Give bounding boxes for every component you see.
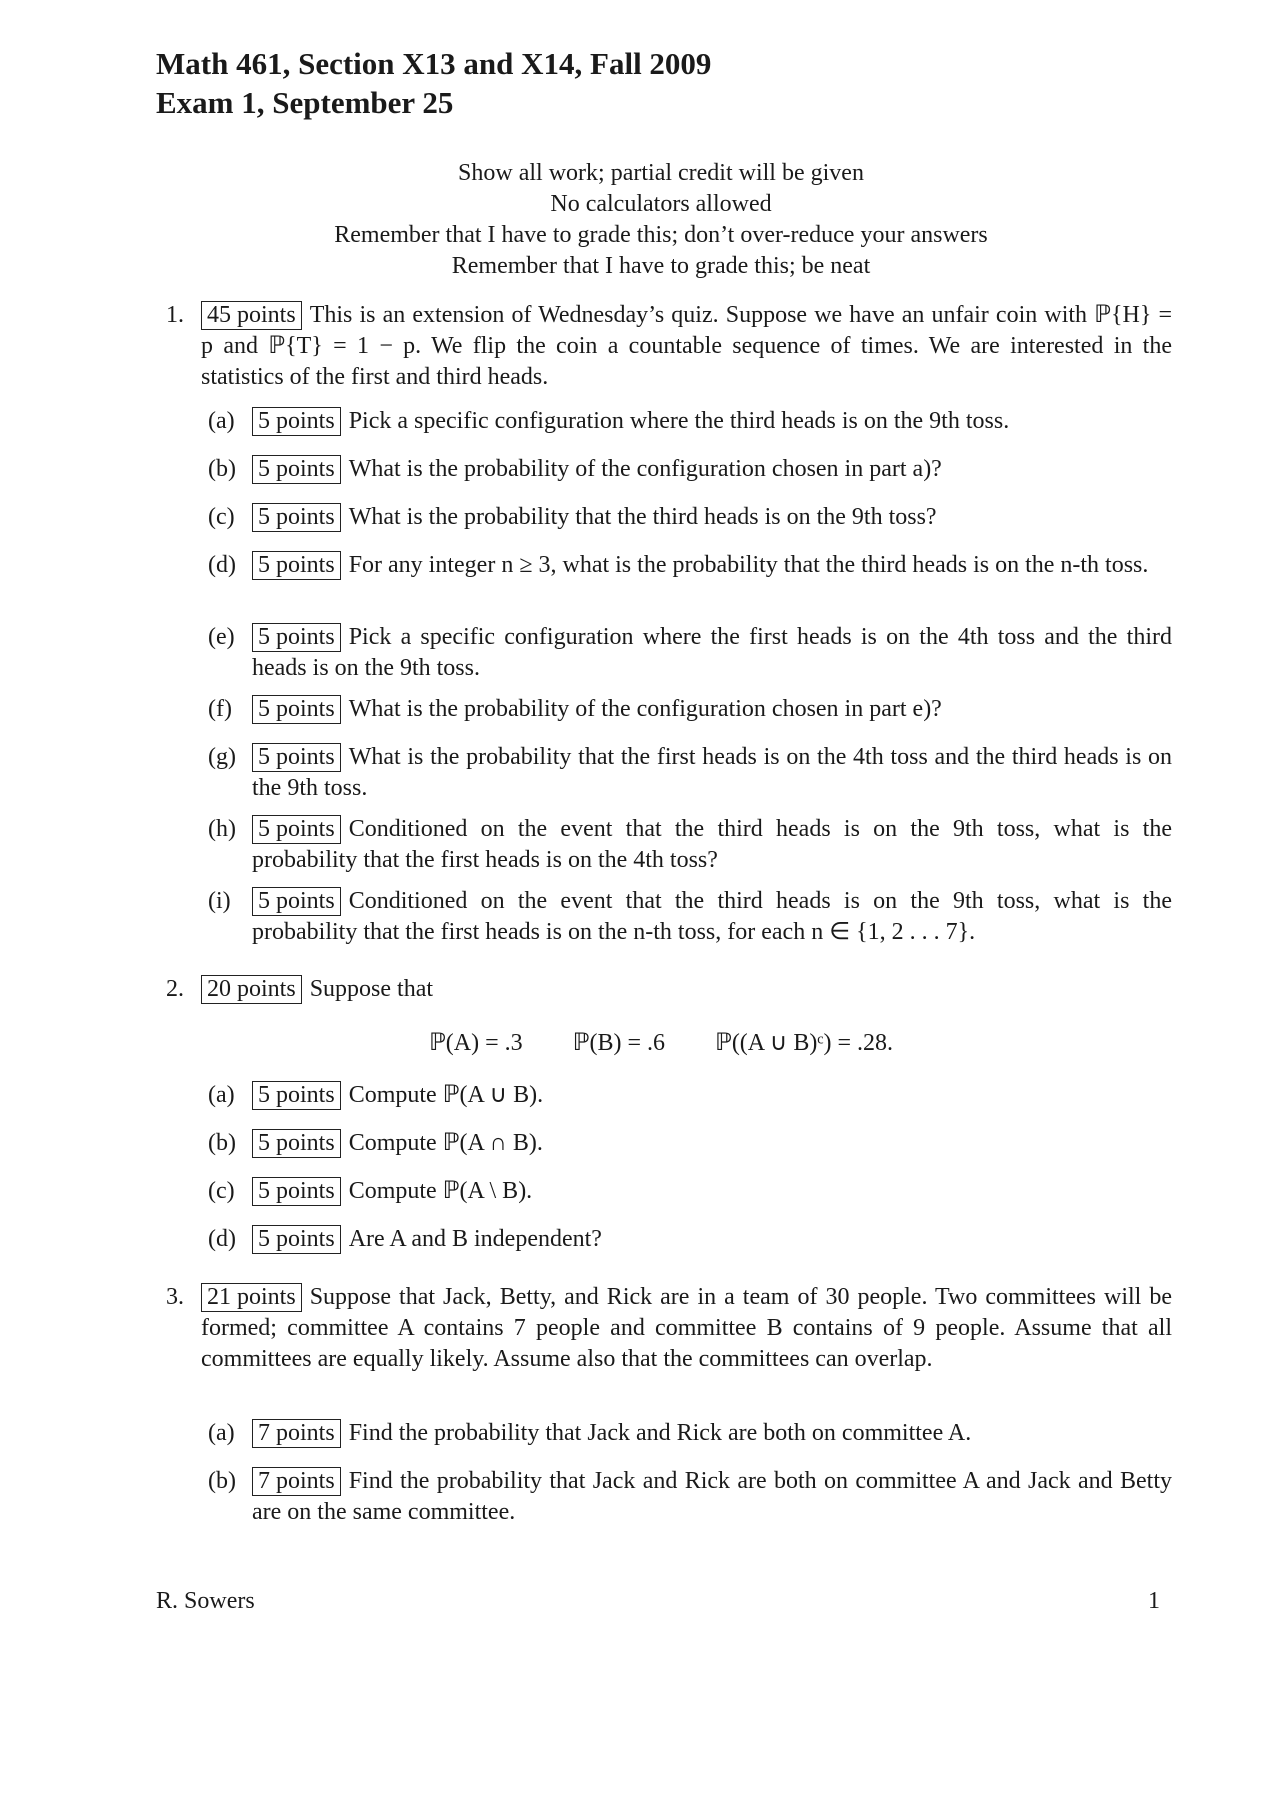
part-1i	[208, 886, 1172, 948]
instruction-line: Remember that I have to grade this; be neat	[451, 253, 871, 279]
part-label: (c)	[208, 504, 235, 530]
problem-3	[166, 1282, 1172, 1375]
part-text: What is the probability of the configuration chosen in part a)?	[348, 456, 942, 482]
points-box: 21 points	[201, 1283, 302, 1312]
part-1c	[208, 502, 1172, 533]
part-2a	[208, 1080, 1172, 1111]
part-3b	[208, 1466, 1172, 1528]
part-label: (d)	[208, 552, 236, 578]
problem-text: This is an extension of Wednesday’s quiz. Suppose we have an unfair coin with ℙ{H} = p and ℙ{T} = 1 − p. We flip the coin a countable sequence of times. We are interested in the statistics of the first and third heads.	[201, 302, 1172, 390]
part-label: (a)	[208, 408, 235, 434]
points-box: 5 points	[252, 407, 341, 436]
points-box: 5 points	[252, 695, 341, 724]
problem-number: 3.	[166, 1284, 184, 1310]
part-2d	[208, 1224, 1172, 1255]
equation: ℙ((A ∪ B)ᶜ) = .28.	[714, 1030, 894, 1056]
problem-stem	[201, 1282, 1172, 1375]
part-1b	[208, 454, 1172, 485]
part-label: (c)	[208, 1178, 235, 1204]
problem-text: Suppose that Jack, Betty, and Rick are in a team of 30 people. Two committees will be formed; committee A contains 7 people and committee B contains of 9 people. Assume that all committees are equally likely. Assume also that the committees can overlap.	[201, 1284, 1172, 1372]
part-label: (i)	[208, 888, 231, 914]
part-text: Find the probability that Jack and Rick are both on committee A.	[348, 1420, 972, 1446]
part-2b	[208, 1128, 1172, 1159]
equation: ℙ(B) = .6	[572, 1030, 665, 1056]
title-line-1: Math 461, Section X13 and X14, Fall 2009	[156, 46, 712, 81]
equation: ℙ(A) = .3	[428, 1030, 523, 1056]
part-label: (b)	[208, 456, 236, 482]
points-box: 20 points	[201, 975, 302, 1004]
points-box: 5 points	[252, 1177, 341, 1206]
part-text: Compute ℙ(A ∪ B).	[348, 1082, 544, 1108]
part-text: Conditioned on the event that the third heads is on the 9th toss, what is the probability that the first heads is on the 4th toss?	[252, 816, 1172, 873]
part-text: Find the probability that Jack and Rick are both on committee A and Jack and Betty are on the same committee.	[252, 1468, 1172, 1525]
part-text: What is the probability that the first heads is on the 4th toss and the third heads is on the 9th toss.	[252, 744, 1172, 801]
part-text: Pick a specific configuration where the first heads is on the 4th toss and the third heads is on the 9th toss.	[252, 624, 1172, 681]
part-1d	[208, 550, 1172, 581]
points-box: 5 points	[252, 503, 341, 532]
points-box: 7 points	[252, 1419, 341, 1448]
problem-stem	[201, 300, 1172, 393]
part-1f	[208, 694, 1172, 725]
given-probabilities	[156, 1028, 1166, 1057]
points-box: 45 points	[201, 301, 302, 330]
part-text: Pick a specific configuration where the third heads is on the 9th toss.	[348, 408, 1010, 434]
part-label: (b)	[208, 1468, 236, 1494]
part-text: What is the probability of the configuration chosen in part e)?	[348, 696, 942, 722]
part-1h	[208, 814, 1172, 876]
problem-number: 1.	[166, 302, 184, 328]
problem-1	[166, 300, 1172, 393]
points-box: 5 points	[252, 1225, 341, 1254]
part-label: (g)	[208, 744, 236, 770]
part-label: (f)	[208, 696, 232, 722]
instruction-line: No calculators allowed	[550, 191, 772, 217]
part-label: (h)	[208, 816, 236, 842]
part-text: Compute ℙ(A ∩ B).	[348, 1130, 543, 1156]
points-box: 5 points	[252, 887, 341, 916]
instruction-line: Remember that I have to grade this; don’t over-reduce your answers	[334, 222, 988, 248]
part-text: Conditioned on the event that the third heads is on the 9th toss, what is the probability that the first heads is on the n-th toss, for each n ∈ {1, 2 . . . 7}.	[252, 888, 1172, 945]
page-number: 1	[1148, 1588, 1160, 1614]
part-1a	[208, 406, 1172, 437]
points-box: 5 points	[252, 623, 341, 652]
points-box: 5 points	[252, 743, 341, 772]
instruction-line: Show all work; partial credit will be given	[458, 160, 864, 186]
part-1g	[208, 742, 1172, 804]
points-box: 7 points	[252, 1467, 341, 1496]
points-box: 5 points	[252, 1081, 341, 1110]
part-label: (d)	[208, 1226, 236, 1252]
exam-title	[156, 44, 711, 122]
part-text: Are A and B independent?	[348, 1226, 602, 1252]
points-box: 5 points	[252, 455, 341, 484]
footer-author: R. Sowers	[156, 1588, 255, 1614]
problem-number: 2.	[166, 976, 184, 1002]
part-label: (e)	[208, 624, 235, 650]
part-label: (a)	[208, 1420, 235, 1446]
problem-2	[166, 974, 1172, 1005]
points-box: 5 points	[252, 551, 341, 580]
problem-stem	[201, 974, 1172, 1005]
part-text: Compute ℙ(A \ B).	[348, 1178, 533, 1204]
part-label: (a)	[208, 1082, 235, 1108]
instructions	[156, 158, 1166, 282]
part-1e	[208, 622, 1172, 684]
part-text: What is the probability that the third heads is on the 9th toss?	[348, 504, 937, 530]
part-label: (b)	[208, 1130, 236, 1156]
part-2c	[208, 1176, 1172, 1207]
points-box: 5 points	[252, 815, 341, 844]
problem-text: Suppose that	[309, 976, 434, 1002]
part-text: For any integer n ≥ 3, what is the probability that the third heads is on the n-th toss.	[348, 552, 1149, 578]
title-line-2: Exam 1, September 25	[156, 85, 454, 120]
part-3a	[208, 1418, 1172, 1449]
points-box: 5 points	[252, 1129, 341, 1158]
